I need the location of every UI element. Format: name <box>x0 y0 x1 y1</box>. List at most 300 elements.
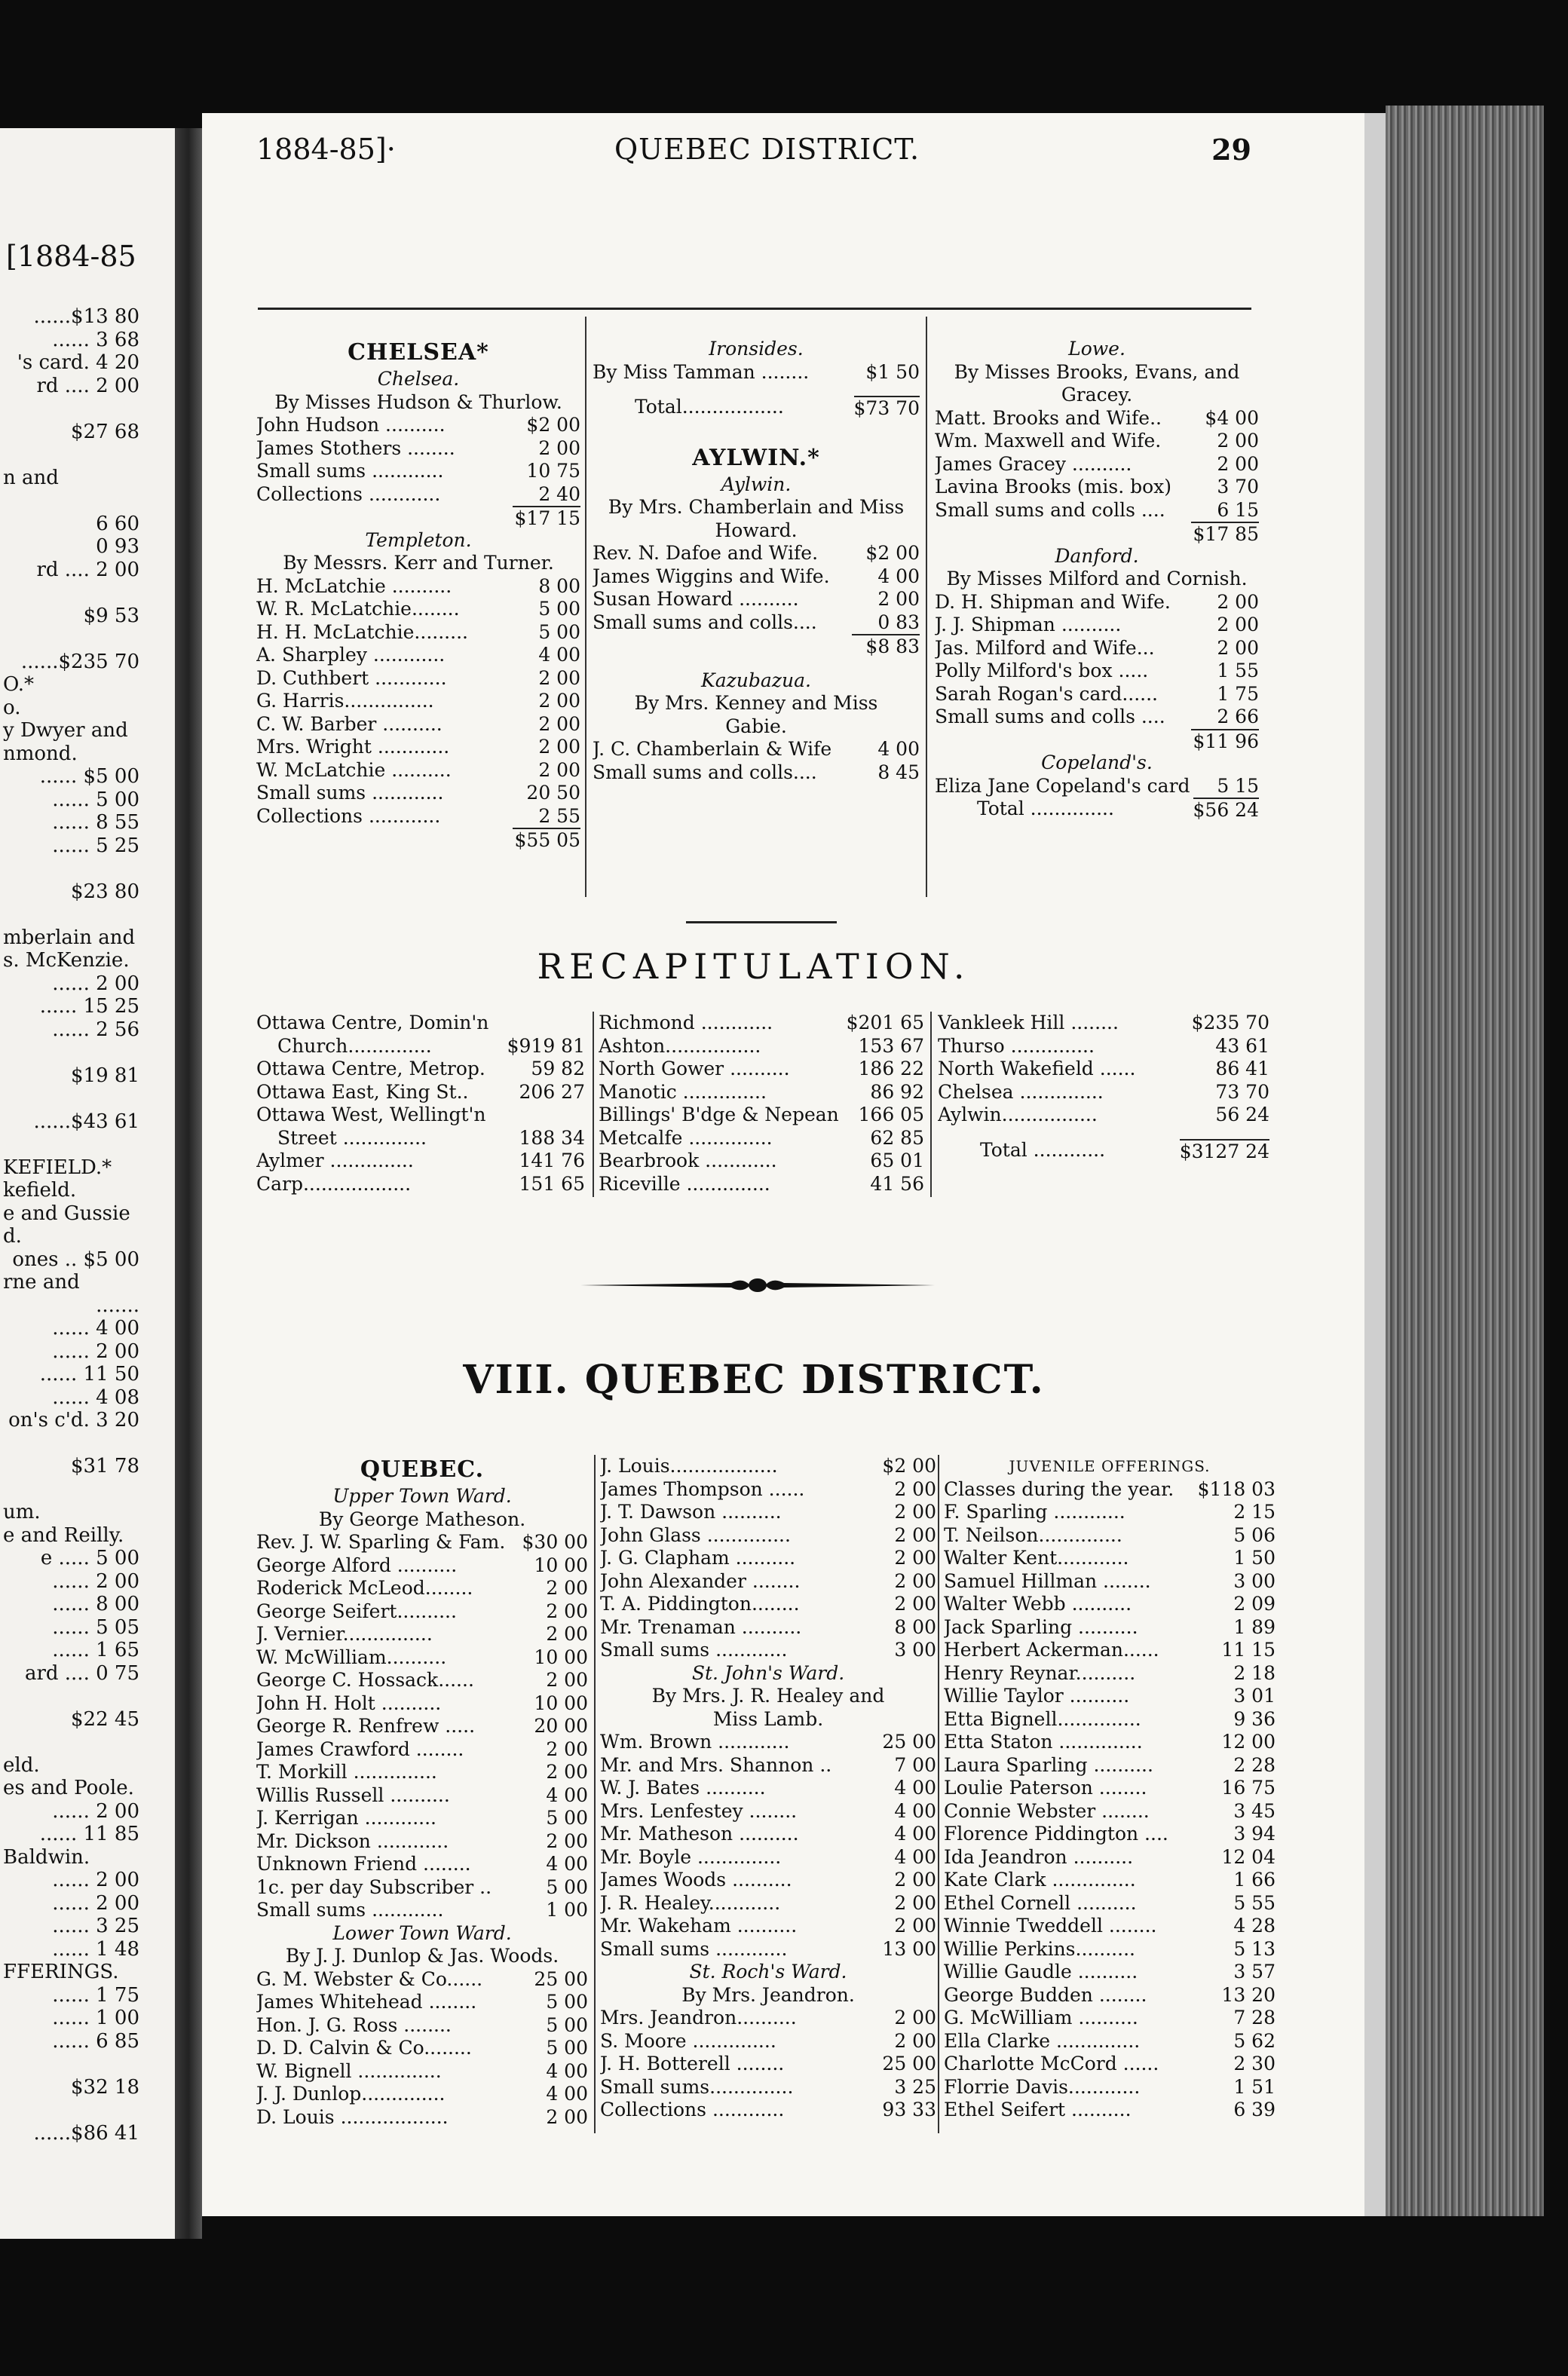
entry-name: Herbert Ackerman...... <box>944 1639 1159 1661</box>
spacer <box>593 384 920 396</box>
entry-row <box>944 1616 1276 1640</box>
entry-amount: 2 00 <box>546 1577 588 1599</box>
entry-amount: 5 00 <box>538 598 580 620</box>
entry-row <box>256 1554 588 1578</box>
entry-amount: 8 00 <box>894 1615 936 1638</box>
sub-heading: Aylwin. <box>721 473 792 495</box>
entry-name: Bearbrook ............ <box>599 1150 777 1171</box>
entry-amount: 12 04 <box>1221 1845 1276 1868</box>
left-page-line <box>0 443 170 467</box>
entry-amount: 2 00 <box>894 1869 936 1891</box>
entry-amount: 56 24 <box>1215 1104 1269 1125</box>
entry-row <box>944 1892 1276 1915</box>
entry-name: Ashton................ <box>599 1034 761 1057</box>
entry-row <box>256 805 580 828</box>
total-amount: $73 70 <box>853 397 920 419</box>
entry-row <box>944 1731 1276 1754</box>
entry-name: Metcalfe .............. <box>599 1126 773 1149</box>
entry-name: Ottawa West, Wellingt'n <box>256 1104 486 1125</box>
entry-amount: 2 18 <box>1233 1661 1276 1684</box>
entry-row <box>256 1876 588 1900</box>
entry-name: Street .............. <box>277 1126 427 1149</box>
left-page-line: $31 78 <box>71 1455 139 1477</box>
entry-name: Samuel Hillman ........ <box>944 1569 1151 1592</box>
entry-name: Ottawa East, King St.. <box>256 1080 469 1103</box>
entry-row <box>944 1639 1276 1662</box>
left-page-line: mberlain and <box>3 926 136 949</box>
left-page-line: kefield. <box>3 1179 77 1202</box>
entry-amount: 2 28 <box>1233 1753 1276 1776</box>
entry-name: D. D. Calvin & Co........ <box>256 2037 472 2059</box>
entry-amount: 5 00 <box>546 2037 588 2059</box>
collector-line: Miss Lamb. <box>712 1707 824 1730</box>
entry-name: J. T. Dawson .......... <box>600 1501 782 1523</box>
entry-amount: 13 20 <box>1221 1983 1276 2006</box>
left-page-line <box>0 1685 170 1708</box>
entry-name: Hon. J. G. Ross ........ <box>256 2013 452 2036</box>
entry-name: Willie Perkins.......... <box>944 1937 1135 1960</box>
book-gutter <box>175 128 202 2239</box>
entry-name: James Woods .......... <box>600 1869 792 1891</box>
collector-line: By Misses Hudson & Thurlow. <box>274 390 562 413</box>
left-page-line <box>0 1133 170 1156</box>
entry-amount: 2 00 <box>1217 590 1259 613</box>
entry-name: 1c. per day Subscriber .. <box>256 1875 492 1898</box>
entry-amount: $4 00 <box>1205 406 1259 429</box>
entry-amount: 5 00 <box>546 1875 588 1898</box>
entry-name: W. McLatchie .......... <box>256 758 452 781</box>
column-lowe-danford <box>935 338 1259 821</box>
entry-row <box>599 1012 924 1035</box>
spacer <box>938 1127 1269 1139</box>
entry-amount: 1 75 <box>1217 682 1259 705</box>
entry-name: Mr. and Mrs. Shannon .. <box>600 1753 832 1776</box>
entry-row <box>600 1455 936 1478</box>
left-page-line: ...... 4 00 <box>52 1317 139 1340</box>
left-page-line: y Dwyer and <box>3 719 128 742</box>
left-page-line: e and Gussie <box>3 1202 130 1225</box>
entry-amount: 2 00 <box>1217 452 1259 475</box>
entry-amount: 2 00 <box>894 1523 936 1546</box>
entry-name: J. Vernier............... <box>256 1623 433 1645</box>
left-page-line: ...... 3 25 <box>52 1915 139 1937</box>
small-caps-heading: JUVENILE OFFERINGS. <box>1009 1457 1211 1475</box>
entry-name: Susan Howard .......... <box>593 588 799 610</box>
entry-name: F. Sparling ............ <box>944 1501 1125 1523</box>
entry-row <box>256 2014 588 2038</box>
book-edge-pages <box>1386 106 1544 2216</box>
entry-row <box>256 1853 588 1876</box>
entry-name: By Miss Tamman ........ <box>593 360 810 383</box>
entry-name: G. McWilliam .......... <box>944 2007 1138 2028</box>
entry-row <box>256 1577 588 1600</box>
entry-row <box>938 1035 1269 1058</box>
entry-amount: 62 85 <box>870 1126 924 1149</box>
left-page-line: ...... 3 68 <box>52 328 139 351</box>
entry-name: Classes during the year. <box>944 1477 1174 1500</box>
entry-row <box>593 542 920 565</box>
entry-row <box>256 667 580 690</box>
entry-name: W. McWilliam.......... <box>256 1646 447 1668</box>
entry-amount: 2 00 <box>538 712 580 735</box>
entry-row <box>944 2076 1276 2099</box>
collector-line: Gracey. <box>1061 384 1133 406</box>
sub-heading: Danford. <box>1055 544 1139 567</box>
entry-name: Ottawa Centre, Metrop. <box>256 1058 485 1079</box>
entry-name: Collections ............ <box>256 804 441 827</box>
left-page-line <box>0 489 170 513</box>
entry-name: Wm. Maxwell and Wife. <box>935 430 1162 452</box>
page-number: 29 <box>1211 133 1251 167</box>
entry-amount: 20 00 <box>534 1715 588 1737</box>
entry-amount: 1 89 <box>1233 1615 1276 1638</box>
left-page-line: s. McKenzie. <box>3 949 130 972</box>
entry-amount: 2 66 <box>1217 706 1259 727</box>
entry-row <box>593 611 920 635</box>
entry-row <box>935 499 1259 522</box>
recapitulation-title: RECAPITULATION. <box>537 946 971 987</box>
left-page-line: um. <box>3 1501 41 1523</box>
entry-amount: 2 00 <box>1217 636 1259 659</box>
entry-amount: 2 00 <box>538 758 580 781</box>
entry-row <box>600 1524 936 1548</box>
entry-amount: 2 00 <box>538 666 580 689</box>
entry-name: Ethel Cornell .......... <box>944 1891 1137 1914</box>
entry-row <box>256 1127 585 1150</box>
entry-row <box>935 660 1259 683</box>
subtotal-row <box>256 828 580 851</box>
left-page-line: ...... 5 05 <box>52 1615 139 1639</box>
entry-name: H. McLatchie .......... <box>256 574 452 597</box>
entry-name: A. Sharpley ............ <box>256 644 446 666</box>
entry-amount: 2 00 <box>894 2007 936 2028</box>
total-amount: $3127 24 <box>1179 1140 1269 1162</box>
entry-row <box>600 1639 936 1662</box>
total-label: Total................. <box>635 396 784 418</box>
entry-amount: 10 00 <box>534 1554 588 1576</box>
entry-row <box>599 1127 924 1150</box>
entry-name: James Wiggins and Wife. <box>593 565 830 587</box>
entry-name: James Gracey .......... <box>935 452 1132 475</box>
entry-name: Willie Gaudle .......... <box>944 1961 1138 1983</box>
spacer <box>593 419 920 431</box>
left-page-line <box>0 581 170 605</box>
sub-heading: Templeton. <box>365 528 472 551</box>
entry-row <box>256 1991 588 2014</box>
entry-name: Ella Clarke .............. <box>944 2029 1141 2052</box>
entry-row <box>593 361 920 384</box>
entry-amount: 153 67 <box>858 1034 924 1057</box>
sub-heading: Upper Town Ward. <box>332 1485 512 1507</box>
entry-row <box>600 1731 936 1754</box>
collector-line: By Misses Brooks, Evans, and <box>954 360 1240 383</box>
entry-name: Small sums ............ <box>256 1899 444 1921</box>
left-page-line: $32 18 <box>71 2075 139 2099</box>
left-page-line <box>0 1478 170 1502</box>
entry-amount: 41 56 <box>870 1172 924 1195</box>
entry-name: Willie Taylor .......... <box>944 1685 1130 1707</box>
ornament-divider <box>580 1274 935 1297</box>
subtotal-row <box>593 634 920 657</box>
entry-name: George Budden ........ <box>944 1983 1147 2006</box>
entry-name: James Thompson ...... <box>600 1477 805 1500</box>
entry-amount: $118 03 <box>1197 1477 1276 1500</box>
entry-name: Ida Jeandron .......... <box>944 1845 1134 1868</box>
entry-row <box>944 2099 1276 2122</box>
entry-amount: 4 00 <box>894 1777 936 1799</box>
entry-amount: $2 00 <box>882 1455 936 1477</box>
entry-name: Willis Russell .......... <box>256 1784 450 1806</box>
left-page-line <box>0 397 170 421</box>
sub-heading: Ironsides. <box>709 338 804 360</box>
entry-row <box>600 1823 936 1846</box>
left-page-line <box>0 2053 170 2076</box>
entry-row <box>944 1754 1276 1777</box>
entry-row <box>256 1012 585 1035</box>
entry-amount: 20 50 <box>526 782 580 804</box>
entry-amount: 5 62 <box>1233 2029 1276 2052</box>
collector-line: By Mrs. Kenney and Miss <box>634 692 878 714</box>
entry-amount: $2 00 <box>526 414 580 436</box>
entry-row <box>600 2053 936 2076</box>
left-page-line: ...... 8 00 <box>52 1593 139 1615</box>
left-page-line: es and Poole. <box>3 1777 134 1799</box>
recap-column-3 <box>938 1012 1269 1162</box>
entry-name: J. G. Clapham .......... <box>600 1547 796 1569</box>
entry-row <box>256 1784 588 1808</box>
quebec-column-3 <box>944 1455 1276 2122</box>
sub-heading: St. John's Ward. <box>691 1661 845 1684</box>
entry-name: G. M. Webster & Co...... <box>256 1967 483 1990</box>
entry-amount: 4 00 <box>894 1845 936 1868</box>
entry-amount: 141 76 <box>519 1150 585 1171</box>
entry-row <box>256 713 580 736</box>
subtotal-amount: $55 05 <box>513 828 580 851</box>
left-page-line <box>0 1432 170 1456</box>
sub-heading: St. Roch's Ward. <box>689 1961 847 1983</box>
left-page-line: ......$13 80 <box>33 305 139 328</box>
entry-amount: 86 92 <box>870 1080 924 1103</box>
left-page-line: 's card. 4 20 <box>17 351 139 374</box>
entry-amount: 8 00 <box>538 574 580 597</box>
entry-amount: 5 55 <box>1233 1891 1276 1914</box>
left-page-line: nmond. <box>3 742 78 765</box>
quebec-column-1 <box>256 1455 588 2129</box>
column-divider <box>930 1012 932 1197</box>
entry-name: Small sums.............. <box>600 2075 794 2098</box>
entry-row <box>256 1761 588 1784</box>
entry-row <box>593 761 920 785</box>
entry-amount: 5 00 <box>546 1807 588 1829</box>
entry-amount: 151 65 <box>519 1172 585 1195</box>
left-page-line: ...... 11 85 <box>39 1823 139 1845</box>
entry-amount: 5 13 <box>1233 1937 1276 1960</box>
entry-amount: 2 00 <box>546 1761 588 1783</box>
subtotal-amount: $11 96 <box>1191 729 1259 752</box>
entry-amount: 93 33 <box>882 2099 936 2120</box>
entry-amount: 1 66 <box>1233 1869 1276 1891</box>
entry-name: Vankleek Hill ........ <box>938 1012 1119 1033</box>
entry-amount: 5 00 <box>538 620 580 643</box>
entry-row <box>593 565 920 589</box>
column-divider <box>594 1455 596 2133</box>
entry-row <box>256 690 580 713</box>
entry-amount: 5 06 <box>1233 1523 1276 1546</box>
entry-name: Small sums and colls.... <box>593 611 817 633</box>
entry-row <box>944 1915 1276 1938</box>
section-heading: AYLWIN.* <box>692 444 820 471</box>
entry-row <box>600 2076 936 2099</box>
sub-heading: Lower Town Ward. <box>332 1921 512 1944</box>
sub-heading: Copeland's. <box>1041 752 1153 773</box>
left-page-line: eld. <box>3 1753 40 1777</box>
entry-amount: 25 00 <box>534 1967 588 1990</box>
entry-row <box>256 1058 585 1081</box>
total-row <box>593 396 920 419</box>
entry-row <box>944 1869 1276 1892</box>
entry-amount: 3 25 <box>894 2075 936 2098</box>
entry-name: Ethel Seifert .......... <box>944 2099 1132 2120</box>
entry-amount: 59 82 <box>531 1058 585 1079</box>
entry-row <box>593 738 920 761</box>
entry-name: Mrs. Wright ............ <box>256 736 450 758</box>
entry-name: Mrs. Lenfestey ........ <box>600 1799 798 1822</box>
entry-name: D. Cuthbert ............ <box>256 666 447 689</box>
entry-name: James Whitehead ........ <box>256 1991 477 2013</box>
entry-amount: $201 65 <box>846 1012 924 1033</box>
entry-name: Etta Bignell.............. <box>944 1707 1141 1730</box>
entry-row <box>256 598 580 621</box>
entry-row <box>600 1869 936 1892</box>
entry-row <box>600 1846 936 1869</box>
entry-amount: 2 00 <box>538 690 580 712</box>
section-heading: QUEBEC. <box>360 1456 485 1483</box>
left-page-line <box>0 1087 170 1110</box>
entry-name: Ottawa Centre, Domin'n <box>256 1012 489 1033</box>
section-title: VIII. QUEBEC DISTRICT. <box>463 1357 1045 1403</box>
sub-heading: Kazubazua. <box>701 669 811 691</box>
entry-amount: 188 34 <box>519 1126 585 1149</box>
entry-name: D. H. Shipman and Wife. <box>935 590 1171 613</box>
left-page-line: ...... 2 00 <box>52 1340 139 1363</box>
collector-line: By Mrs. Chamberlain and Miss <box>608 496 905 518</box>
entry-row <box>600 1892 936 1915</box>
section-rule <box>686 921 837 923</box>
entry-amount: 1 50 <box>1233 1547 1276 1569</box>
spacer <box>593 431 920 443</box>
entry-name: Riceville .............. <box>599 1172 770 1195</box>
entry-amount: 4 28 <box>1233 1915 1276 1937</box>
entry-amount: 2 00 <box>894 1891 936 1914</box>
left-page-line: e and Reilly. <box>3 1523 124 1547</box>
entry-row <box>256 1692 588 1716</box>
entry-name: Roderick McLeod........ <box>256 1577 473 1599</box>
entry-row <box>944 1524 1276 1548</box>
entry-amount: 6 39 <box>1233 2099 1276 2120</box>
entry-amount: 4 00 <box>877 565 920 587</box>
entry-row <box>600 2099 936 2122</box>
entry-amount: 4 00 <box>546 2059 588 2082</box>
entry-row <box>600 1478 936 1502</box>
entry-amount: 5 15 <box>1217 774 1259 797</box>
total-row <box>938 1139 1269 1162</box>
entry-name: Etta Staton .............. <box>944 1731 1143 1753</box>
entry-amount: 2 00 <box>546 1738 588 1760</box>
entry-row <box>256 437 580 461</box>
entry-name: Walter Webb .......... <box>944 1593 1132 1615</box>
left-page-line <box>0 1041 170 1064</box>
entry-amount: 3 00 <box>1233 1569 1276 1592</box>
entry-row <box>944 1662 1276 1686</box>
collector-line: By Misses Milford and Cornish. <box>946 568 1248 589</box>
entry-row <box>944 1984 1276 2007</box>
entry-name: Matt. Brooks and Wife.. <box>935 406 1162 429</box>
left-page-line: FFERINGS. <box>3 1961 119 1983</box>
left-page-line: ...... 1 00 <box>52 2007 139 2029</box>
entry-name: C. W. Barber .......... <box>256 712 443 735</box>
entry-amount: 4 00 <box>894 1823 936 1845</box>
entry-row <box>600 1547 936 1570</box>
entry-row <box>944 1708 1276 1731</box>
entry-name: George Alford .......... <box>256 1554 458 1576</box>
entry-row <box>600 1616 936 1640</box>
entry-row <box>600 1501 936 1524</box>
entry-name: Rev. J. W. Sparling & Fam. <box>256 1531 506 1553</box>
entry-name: Mr. Dickson ............ <box>256 1829 449 1852</box>
left-page-line: $19 81 <box>71 1064 139 1087</box>
entry-row <box>600 1938 936 1961</box>
entry-amount: 6 15 <box>1217 498 1259 521</box>
entry-row <box>256 1104 585 1127</box>
entry-amount: 2 00 <box>894 1477 936 1500</box>
left-page-header: [1884-85 <box>6 240 136 273</box>
entry-row <box>256 759 580 782</box>
entry-row <box>256 621 580 645</box>
left-page-line: 0 93 <box>96 535 139 558</box>
left-page-line: ...... 5 25 <box>52 834 139 857</box>
left-page-line: ......$235 70 <box>20 650 139 673</box>
entry-name: Manotic .............. <box>599 1080 767 1103</box>
entry-amount: 12 00 <box>1221 1731 1276 1753</box>
entry-row <box>944 1547 1276 1570</box>
left-page-line: O.* <box>3 673 35 696</box>
left-page-line: Baldwin. <box>3 1845 90 1869</box>
entry-row <box>600 1570 936 1594</box>
header-years: 1884-85]· <box>256 133 396 166</box>
entry-amount: 8 45 <box>877 761 920 783</box>
entry-row <box>600 1915 936 1938</box>
entry-amount: 0 83 <box>877 611 920 633</box>
entry-amount: 43 61 <box>1215 1034 1269 1057</box>
left-page-line: 6 60 <box>96 512 139 535</box>
entry-amount: 2 55 <box>538 804 580 827</box>
left-page-line <box>0 857 170 880</box>
entry-name: Unknown Friend ........ <box>256 1853 471 1875</box>
left-page-columns <box>0 240 170 2145</box>
entry-amount: 10 75 <box>526 460 580 482</box>
left-page-line: rne and <box>3 1271 80 1294</box>
entry-row <box>938 1012 1269 1035</box>
entry-row <box>599 1104 924 1127</box>
left-page-line: $9 53 <box>83 604 139 627</box>
column-divider <box>926 317 927 897</box>
entry-name: Collections ............ <box>600 2099 785 2120</box>
sub-heading: Lowe. <box>1068 338 1125 360</box>
entry-row <box>600 2007 936 2030</box>
entry-name: Mr. Wakeham .......... <box>600 1915 798 1937</box>
entry-name: Laura Sparling .......... <box>944 1753 1153 1776</box>
entry-amount: 3 70 <box>1217 476 1259 498</box>
